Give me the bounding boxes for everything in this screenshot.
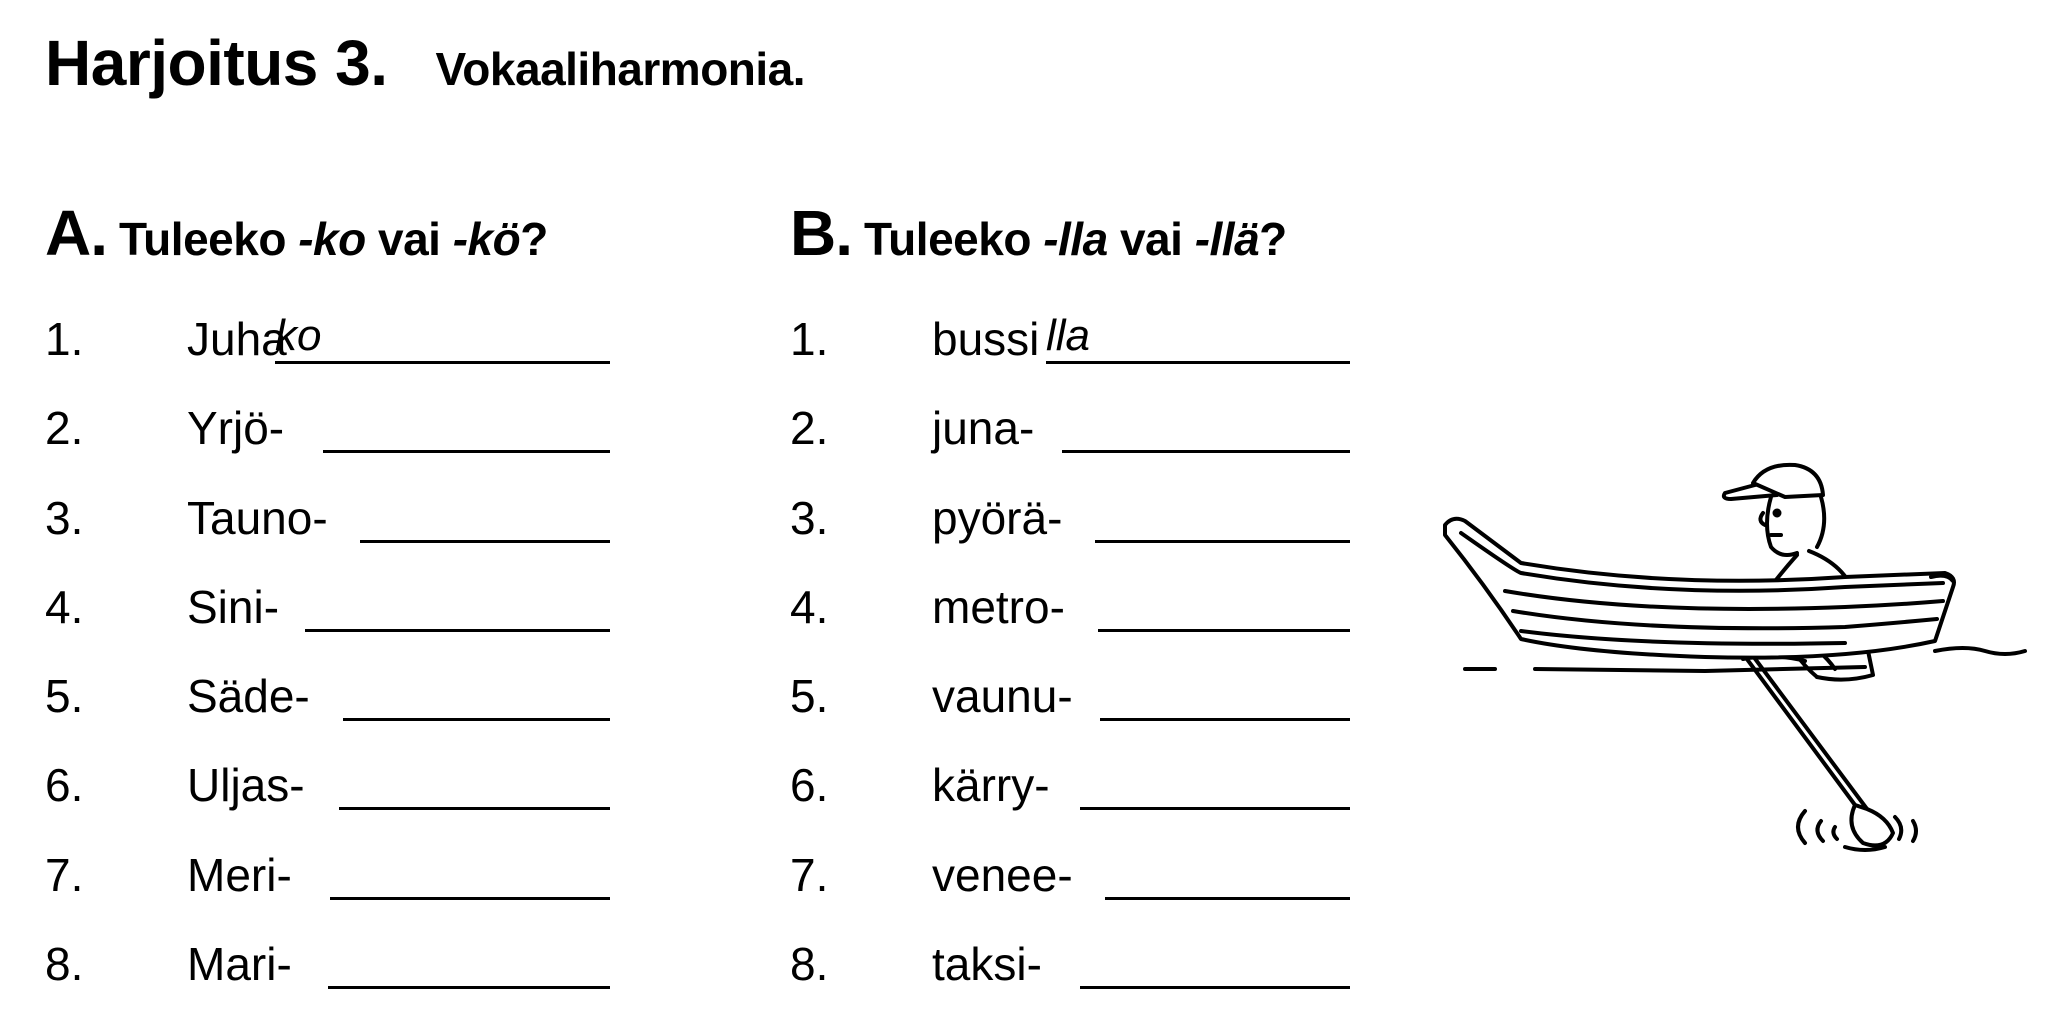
exercise-item xyxy=(45,296,665,385)
item-word: metro- xyxy=(932,580,1065,633)
section-b-header xyxy=(790,196,1410,276)
answer-blank[interactable] xyxy=(1100,669,1350,721)
exercise-item xyxy=(790,296,1410,385)
exercise-item xyxy=(45,921,665,1010)
answer-blank[interactable] xyxy=(275,312,610,364)
suffix-option-1: -lla xyxy=(1043,213,1108,265)
answer-blank[interactable] xyxy=(339,758,610,810)
item-word: Säde- xyxy=(187,670,310,723)
answer-blank[interactable] xyxy=(1095,491,1350,543)
suffix-option-2: -kö xyxy=(452,213,521,265)
item-number: 4. xyxy=(790,580,829,633)
item-number: 2. xyxy=(790,402,829,455)
exercise-item xyxy=(790,385,1410,474)
item-number: 6. xyxy=(45,759,84,812)
item-number: 7. xyxy=(790,848,829,901)
answer-blank[interactable] xyxy=(1046,312,1350,364)
question-prefix: Tuleeko xyxy=(864,213,1031,265)
exercise-item xyxy=(790,475,1410,564)
item-word: kärry- xyxy=(932,759,1050,812)
exercise-item xyxy=(45,385,665,474)
exercise-item xyxy=(45,653,665,742)
item-word: Juha xyxy=(187,313,287,365)
exercise-item xyxy=(45,832,665,921)
item-number: 6. xyxy=(790,759,829,812)
item-number: 5. xyxy=(790,670,829,723)
item-word: Mari- xyxy=(187,938,292,991)
item-number: 4. xyxy=(45,580,84,633)
item-word: bussi xyxy=(932,313,1040,365)
item-number: 8. xyxy=(790,938,829,991)
answer-blank[interactable] xyxy=(1080,758,1350,810)
suffix-option-1: -ko xyxy=(298,213,366,265)
item-number: 5. xyxy=(45,670,84,723)
item-number: 7. xyxy=(45,848,84,901)
answer-blank[interactable] xyxy=(343,669,610,721)
question-connector: vai xyxy=(377,213,441,265)
exercise-item xyxy=(790,921,1410,1010)
exercise-item xyxy=(790,564,1410,653)
rowing-boat-illustration xyxy=(1425,455,2035,875)
question-prefix: Tuleeko xyxy=(119,213,286,265)
item-number: 2. xyxy=(45,402,84,455)
item-number: 1. xyxy=(790,313,829,365)
item-number: 3. xyxy=(45,491,84,544)
cap-icon xyxy=(1753,465,1823,497)
section-a-header xyxy=(45,196,665,276)
section-a-items xyxy=(45,296,665,1010)
exercise-number-title: Harjoitus 3. xyxy=(45,27,388,99)
answer-blank[interactable] xyxy=(360,491,610,543)
exercise-item xyxy=(45,742,665,831)
exercise-item xyxy=(45,475,665,564)
section-a-question xyxy=(119,212,548,266)
answer-text: lla xyxy=(1046,311,1091,360)
exercise-item xyxy=(790,653,1410,742)
item-word: vaunu- xyxy=(932,670,1073,723)
answer-blank[interactable] xyxy=(323,401,610,453)
question-mark: ? xyxy=(1259,213,1287,265)
item-word: Uljas- xyxy=(187,759,305,812)
section-b-letter: B. xyxy=(790,197,852,269)
answer-blank[interactable] xyxy=(1080,937,1350,989)
item-word: pyörä- xyxy=(932,491,1063,544)
item-number: 8. xyxy=(45,938,84,991)
question-connector: vai xyxy=(1119,213,1183,265)
item-word: Yrjö- xyxy=(187,402,285,455)
section-b-items xyxy=(790,296,1410,1010)
answer-blank[interactable] xyxy=(1062,401,1350,453)
exercise-item xyxy=(790,742,1410,831)
item-word: Sini- xyxy=(187,580,280,633)
item-word: venee- xyxy=(932,848,1073,901)
answer-blank[interactable] xyxy=(1098,580,1350,632)
answer-blank[interactable] xyxy=(1105,848,1350,900)
question-mark: ? xyxy=(520,213,548,265)
answer-text: ko xyxy=(275,311,322,360)
item-word: taksi- xyxy=(932,938,1042,991)
answer-blank[interactable] xyxy=(305,580,610,632)
section-b xyxy=(790,196,1410,1010)
exercise-topic-title: Vokaaliharmonia. xyxy=(435,43,806,95)
item-number: 3. xyxy=(790,491,829,544)
section-b-question xyxy=(864,212,1287,266)
section-a-letter: A. xyxy=(45,197,107,269)
answer-blank[interactable] xyxy=(330,848,610,900)
answer-blank[interactable] xyxy=(328,937,610,989)
item-word: Meri- xyxy=(187,848,292,901)
exercise-title xyxy=(45,26,805,100)
suffix-option-2: -llä xyxy=(1194,213,1260,265)
item-word: Tauno- xyxy=(187,491,328,544)
item-number: 1. xyxy=(45,313,84,365)
exercise-item xyxy=(45,564,665,653)
item-word: juna- xyxy=(932,402,1035,455)
exercise-item xyxy=(790,832,1410,921)
section-a xyxy=(45,196,665,1010)
